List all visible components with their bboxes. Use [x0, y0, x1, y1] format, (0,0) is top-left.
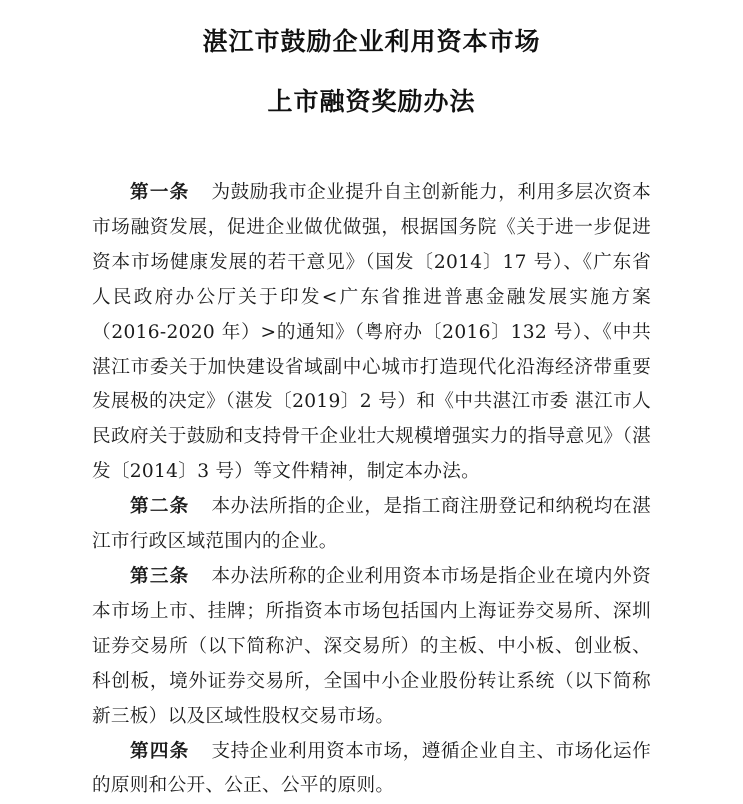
- article-2: [92, 490, 651, 560]
- document-body: [92, 176, 651, 804]
- article-3: [92, 560, 651, 735]
- article-1: [92, 176, 651, 490]
- article-1-label: 第一条: [130, 182, 189, 203]
- article-2-label: 第二条: [130, 496, 189, 517]
- article-4: [92, 735, 651, 804]
- article-4-label: 第四条: [130, 741, 189, 762]
- article-3-text: 本办法所称的企业利用资本市场是指企业在境内外资本市场上市、挂牌；所指资本市场包括国内上海证券交易所、深圳证券交易所（以下简称沪、深交易所）的主板、中小板、创业板、科创板，境外证券交易所，全国中小企业股份转让系统（以下简称新三板）以及区域性股权交易市场。: [92, 566, 651, 727]
- article-3-label: 第三条: [130, 566, 189, 587]
- article-4-text: 支持企业利用资本市场，遵循企业自主、市场化运作的原则和公开、公正、公平的原则。: [92, 741, 651, 797]
- document-title-line-2: 上市融资奖励办法: [92, 87, 651, 117]
- article-1-text: 为鼓励我市企业提升自主创新能力，利用多层次资本市场融资发展，促进企业做优做强，根据国务院《关于进一步促进资本市场健康发展的若干意见》（国发〔2014〕17 号）、《广东省人民政府办公厅关于印发<广东省推进普惠金融发展实施方案（2016-2020 年）>的通知》（粤府办〔2016〕132 号）、《中共湛江市委关于加快建设省域副中心城市打造现代化沿海经济带重要发展极的决定》（湛发〔2019〕2 号）和《中共湛江市委 湛江市人民政府关于鼓励和支持骨干企业壮大规模增强实力的指导意见》（湛发〔2014〕3 号）等文件精神，制定本办法。: [92, 182, 651, 482]
- document-title-line-1: 湛江市鼓励企业利用资本市场: [92, 0, 651, 57]
- article-2-text: 本办法所指的企业，是指工商注册登记和纳税均在湛江市行政区域范围内的企业。: [92, 496, 651, 552]
